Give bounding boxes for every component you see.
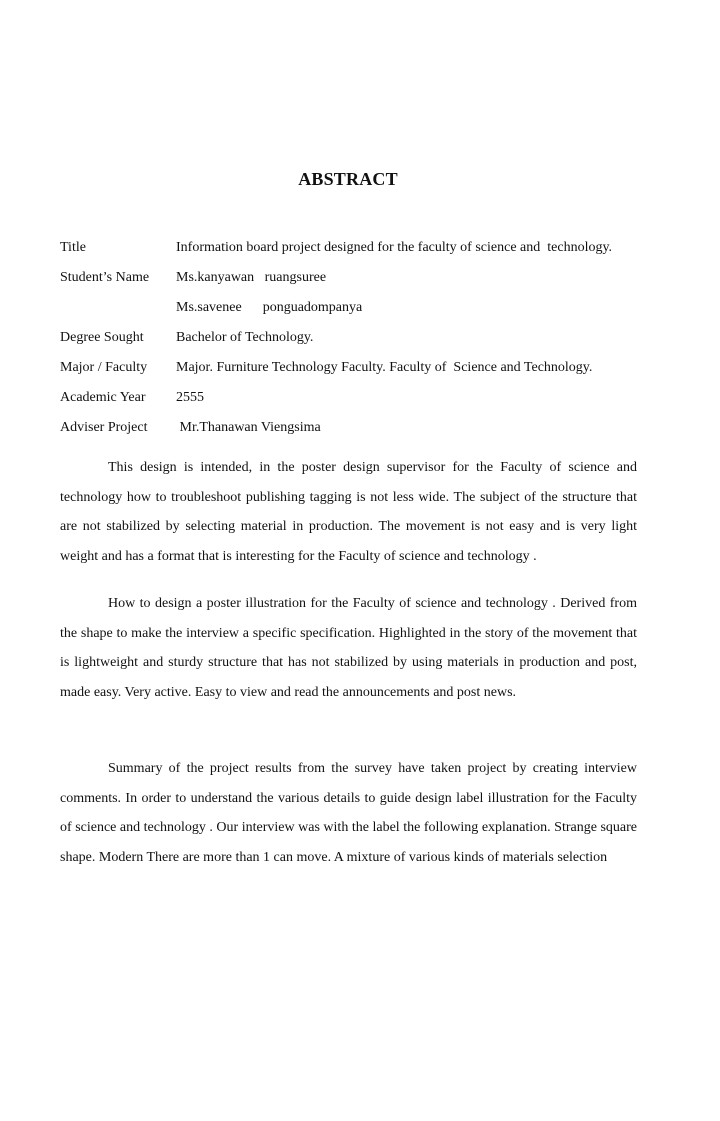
meta-label-student-name: Student’s Name [60,270,150,285]
meta-label-title: Title [60,240,86,255]
meta-row-student-2 [60,293,660,323]
meta-value-major-faculty: Major. Furniture Technology Faculty. Faculty of Science and Technology. [176,360,593,375]
meta-value-adviser: Mr.Thanawan Viengsima [176,420,321,435]
meta-value-title: Information board project designed for the faculty of science and technology. [176,240,613,255]
abstract-heading: ABSTRACT [298,169,398,189]
abstract-paragraph-1: This design is intended, in the poster design supervisor for the Faculty of science and technology how to troubleshoot publishing tagging is not less wide. The subject of the structure that are not stabilized by selecting material in production. The movement is not easy and is very light weight and has a format that is interesting for the Faculty of science and technology . [60,460,637,565]
meta-row-student-name [60,263,660,293]
meta-row-title [60,233,660,263]
meta-row-adviser [60,413,660,443]
meta-label-academic-year: Academic Year [60,390,146,405]
meta-row-major-faculty [60,353,660,383]
meta-label-degree: Degree Sought [60,330,144,345]
meta-value-degree: Bachelor of Technology. [176,330,314,345]
meta-label-adviser: Adviser Project [60,420,148,435]
meta-value-student-1: Ms.kanyawan ruangsuree [176,270,327,285]
abstract-paragraph-3: Summary of the project results from the survey have taken project by creating interview comments. In order to understand the various details to guide design label illustration for the Faculty of science and technology . Our interview was with the label the following explanation. Strange square shape. Modern There are more than 1 can move. A mixture of various kinds of materials selection [60,761,637,866]
meta-value-academic-year: 2555 [176,390,204,405]
meta-row-degree [60,323,660,353]
meta-value-student-2: Ms.savenee ponguadompanya [176,300,363,315]
abstract-paragraph-2: How to design a poster illustration for the Faculty of science and technology . Derived from the shape to make the interview a specific specification. Highlighted in the story of the movement that is lightweight and sturdy structure that has not stabilized by using materials in production and post, made easy. Very active. Easy to view and read the announcements and post news. [60,596,637,701]
metadata-block [60,233,660,443]
meta-row-academic-year [60,383,660,413]
meta-label-major-faculty: Major / Faculty [60,360,148,375]
